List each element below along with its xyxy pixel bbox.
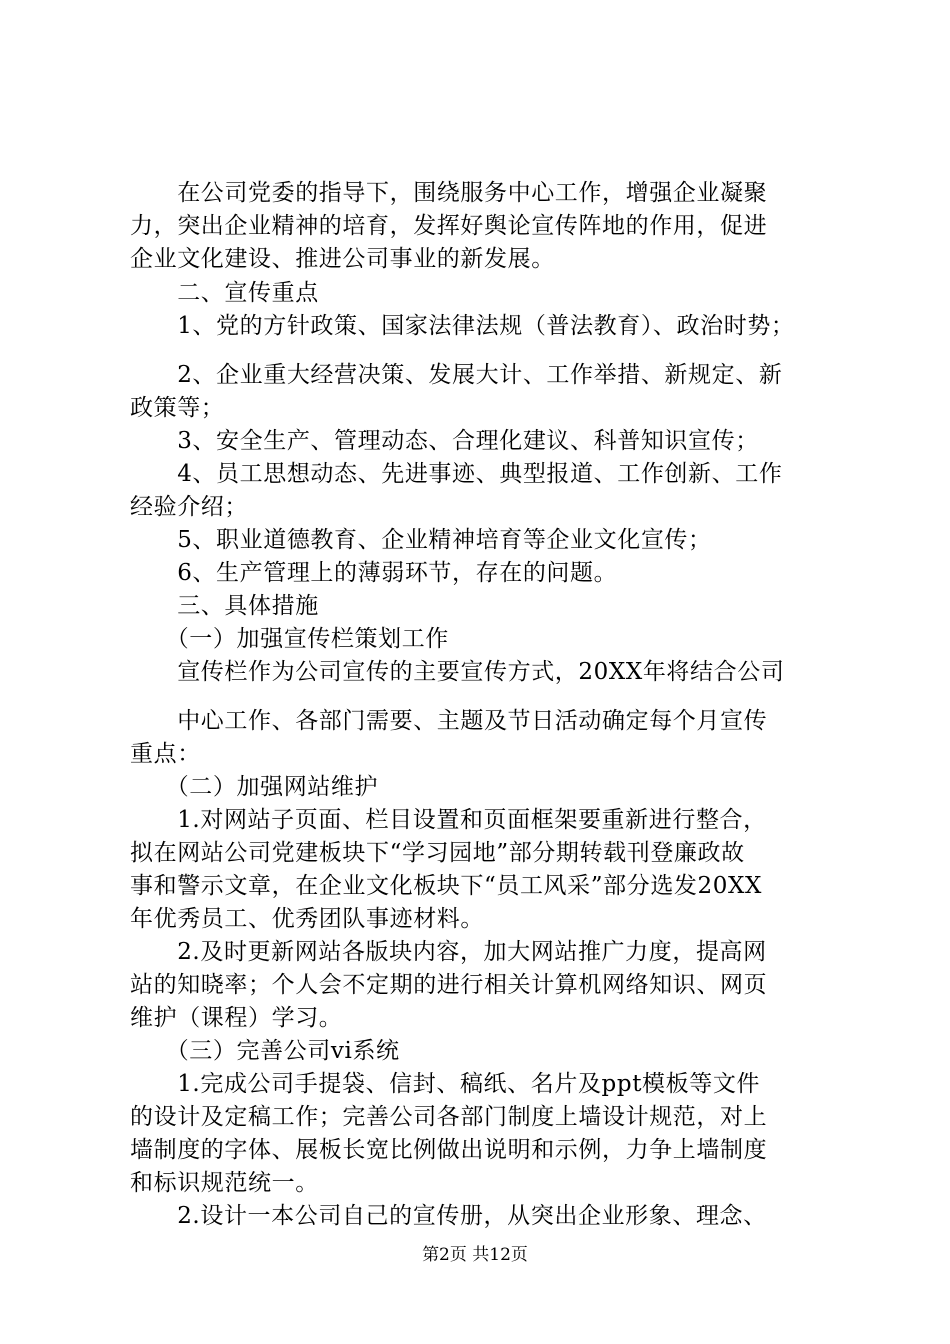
body-line-28: 的设计及定稿工作；完善公司各部门制度上墙设计规范，对上 xyxy=(130,1104,768,1130)
body-line-24: 站的知晓率；个人会不定期的进行相关计算机网络知识、网页 xyxy=(130,972,768,998)
section-heading-2: 二、宣传重点 xyxy=(130,280,319,306)
body-line-2: 力，突出企业精神的培育，发挥好舆论宣传阵地的作用，促进 xyxy=(130,213,768,239)
body-line-21: 事和警示文章，在企业文化板块下“员工风采”部分选发20XX xyxy=(130,873,762,899)
body-line-15: 宣传栏作为公司宣传的主要宣传方式，20XX年将结合公司 xyxy=(130,659,785,685)
body-line-16: 中心工作、各部门需要、主题及节日活动确定每个月宣传 xyxy=(130,708,768,734)
body-line-25: 维护（课程）学习。 xyxy=(130,1005,343,1031)
body-line-20: 拟在网站公司党建板块下“学习园地”部分期转载刊登廉政故 xyxy=(130,840,745,866)
body-line-3: 企业文化建设、推进公司事业的新发展。 xyxy=(130,246,555,272)
body-line-19: 1.对网站子页面、栏目设置和页面框架要重新进行整合， xyxy=(130,807,767,833)
body-line-27: 1.完成公司手提袋、信封、稿纸、名片及ppt模板等文件 xyxy=(130,1071,761,1097)
section-heading-3: 三、具体措施 xyxy=(130,593,319,619)
subheading-3: （三）完善公司vi系统 xyxy=(130,1038,400,1064)
page-number-footer: 第2页 共12页 xyxy=(422,1245,528,1265)
body-line-11: 5、职业道德教育、企业精神培育等企业文化宣传； xyxy=(130,527,712,553)
body-line-5: 1、党的方针政策、国家法律法规（普法教育）、政治时势； xyxy=(130,313,795,339)
body-line-7: 政策等； xyxy=(130,395,225,421)
body-line-9: 4、员工思想动态、先进事迹、典型报道、工作创新、工作 xyxy=(130,461,783,487)
subheading-1: （一）加强宣传栏策划工作 xyxy=(130,626,449,652)
body-line-8: 3、安全生产、管理动态、合理化建议、科普知识宣传； xyxy=(130,428,759,454)
body-line-23: 2.及时更新网站各版块内容，加大网站推广力度，提高网 xyxy=(130,939,767,965)
body-line-12: 6、生产管理上的薄弱环节，存在的问题。 xyxy=(130,560,618,586)
body-line-10: 经验介绍； xyxy=(130,494,248,520)
subheading-2: （二）加强网站维护 xyxy=(130,774,379,800)
body-line-31: 2.设计一本公司自己的宣传册，从突出企业形象、理念、 xyxy=(130,1203,767,1229)
body-line-30: 和标识规范统一。 xyxy=(130,1170,319,1196)
body-line-17: 重点： xyxy=(130,741,201,767)
body-line-6: 2、企业重大经营决策、发展大计、工作举措、新规定、新 xyxy=(130,362,783,388)
body-line-29: 墙制度的字体、展板长宽比例做出说明和示例，力争上墙制度 xyxy=(130,1137,768,1163)
body-line-22: 年优秀员工、优秀团队事迹材料。 xyxy=(130,906,484,932)
body-line-1: 在公司党委的指导下，围绕服务中心工作，增强企业凝聚 xyxy=(130,180,768,206)
